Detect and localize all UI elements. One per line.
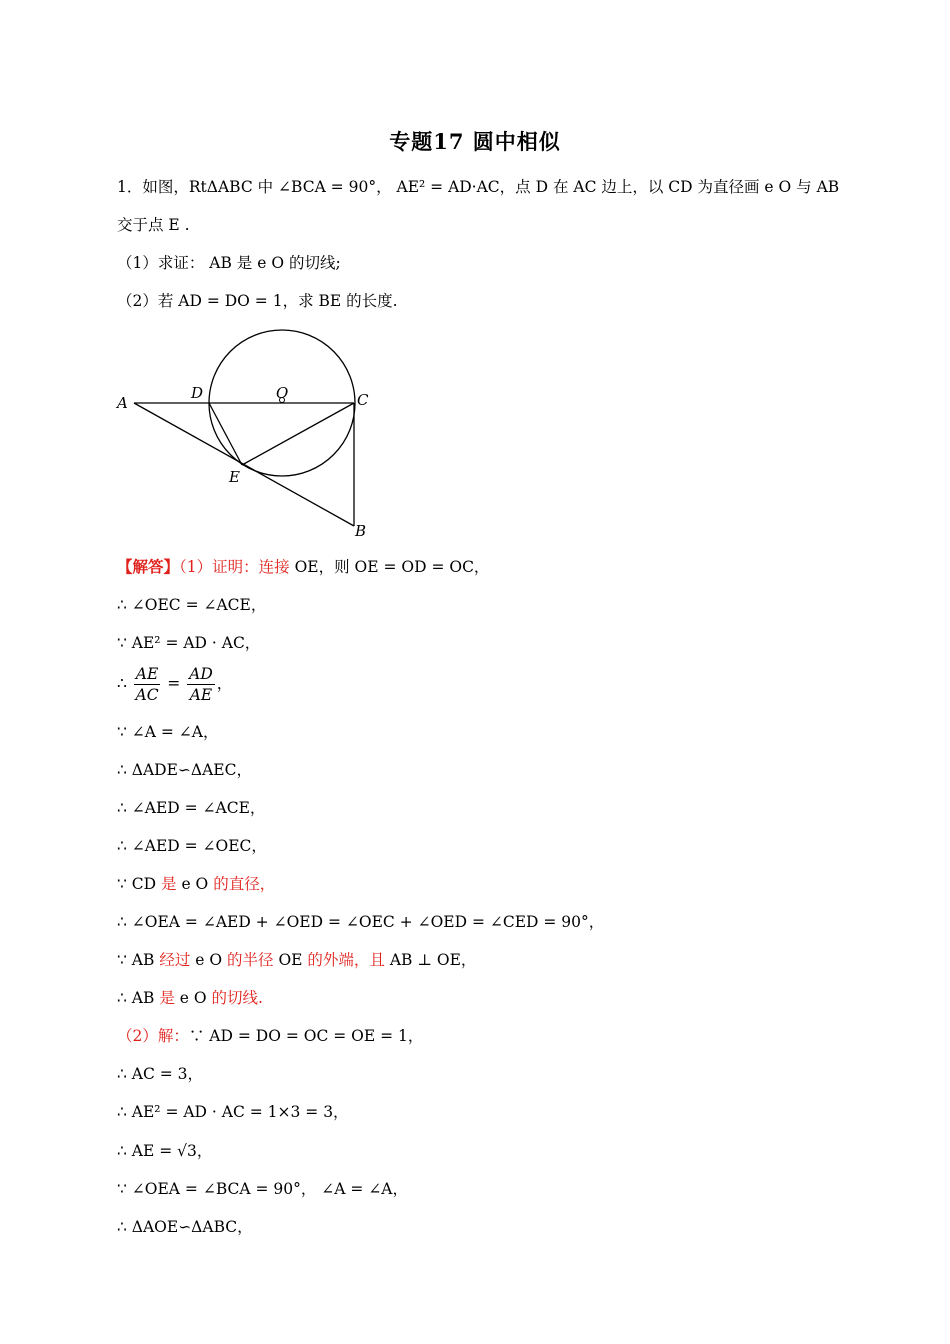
- problem-statement-line2: 交于点 E .: [117, 216, 190, 234]
- problem-part2: （2）若 AD = DO = 1，求 BE 的长度.: [117, 292, 398, 310]
- label-d: D: [191, 384, 204, 402]
- segment-de: [209, 403, 242, 465]
- problem-part1: （1）求证： AB 是 e O 的切线;: [117, 254, 341, 272]
- solution-header: 【解答】: [117, 557, 180, 576]
- solution-line-7: ∴ ∠AED = ∠ACE，: [117, 799, 266, 817]
- solution-line-11: ∵ AB 经过 e O 的半径 OE 的外端，且 AB ⊥ OE，: [117, 951, 477, 969]
- problem-statement-line1: 1．如图，RtΔABC 中 ∠BCA = 90°， AE² = AD·AC，点 D 在 AC 边上，以 CD 为直径画 e O 与 AB: [117, 178, 840, 196]
- fraction-ad-ae: $\frac{AD}{AE}$: [189, 665, 213, 704]
- label-o: O: [276, 384, 289, 402]
- label-a: A: [117, 394, 128, 412]
- solution-line-13: ∴ AC = 3，: [117, 1065, 204, 1083]
- solution-line-1: 【解答】（1）证明：连接 OE，则 OE = OD = OC，: [117, 557, 490, 576]
- solution-line-12: ∴ AB 是 e O 的切线.: [117, 989, 263, 1007]
- solution-line-2: ∴ ∠OEC = ∠ACE，: [117, 596, 267, 614]
- solution-line-6: ∴ ΔADE∽ΔAEC，: [117, 761, 252, 779]
- geometry-figure: [112, 322, 382, 544]
- solution-line-16: ∵ ∠OEA = ∠BCA = 90°， ∠A = ∠A，: [117, 1180, 408, 1198]
- solution-line-14: ∴ AE² = AD · AC = 1×3 = 3，: [117, 1103, 349, 1121]
- segment-ce: [242, 403, 354, 465]
- solution-line-4: ∴ $\frac{AE}{AC}$ = $\frac{AD}{AE}$ ，: [117, 665, 233, 704]
- page-title: 专题17 圆中相似: [389, 129, 561, 154]
- solution-line-5: ∵ ∠A = ∠A，: [117, 723, 219, 741]
- fraction-ae-ac: $\frac{AE}{AC}$: [135, 665, 159, 704]
- solution-part2-line: （2）解：∵ AD = DO = OC = OE = 1，: [117, 1027, 424, 1045]
- label-e: E: [229, 468, 240, 486]
- solution-line-15: ∴ AE = √3，: [117, 1142, 213, 1160]
- label-b: B: [355, 522, 367, 540]
- solution-line-10: ∴ ∠OEA = ∠AED + ∠OED = ∠OEC + ∠OED = ∠CED = 90°，: [117, 913, 605, 931]
- solution-line-9: ∵ CD 是 e O 的直径，: [117, 875, 276, 893]
- label-c: C: [357, 391, 369, 409]
- solution-line-3: ∵ AE² = AD · AC，: [117, 634, 261, 652]
- solution-line-17: ∴ ΔAOE∽ΔABC，: [117, 1218, 253, 1236]
- solution-line-8: ∴ ∠AED = ∠OEC，: [117, 837, 267, 855]
